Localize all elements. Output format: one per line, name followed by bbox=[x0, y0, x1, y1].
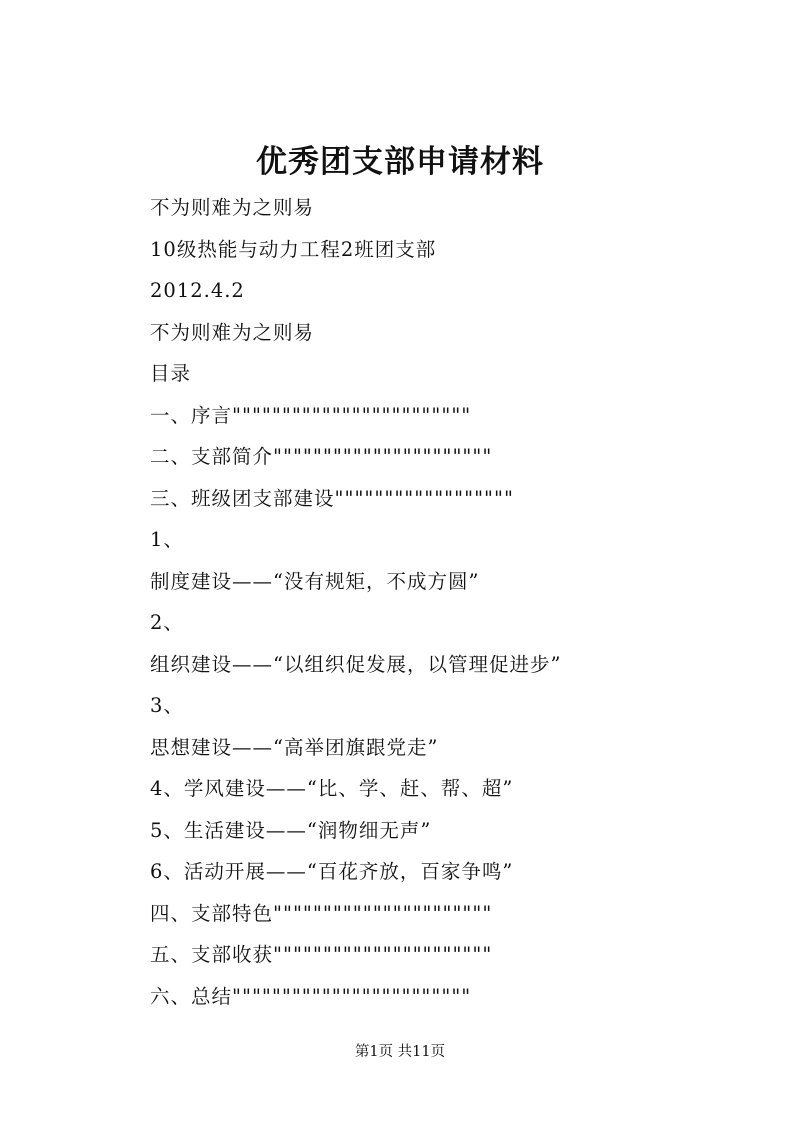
toc-item: 5、生活建设——“润物细无声” bbox=[150, 818, 432, 842]
toc-item: 制度建设——“没有规矩，不成方圆” bbox=[150, 569, 480, 593]
text-line: 不为则难为之则易 bbox=[150, 320, 315, 344]
toc-heading: 目录 bbox=[150, 362, 192, 385]
toc-item: 1、 bbox=[150, 528, 184, 551]
toc-item: 2、 bbox=[150, 611, 184, 634]
toc-item: 一、序言"""""""""""""""""""""""" bbox=[150, 403, 472, 427]
text-line: 10级热能与动力工程2班团支部 bbox=[150, 237, 437, 261]
toc-item: 3、 bbox=[150, 694, 184, 717]
document-body bbox=[150, 187, 770, 1017]
page-number-footer: 第1页 共11页 bbox=[354, 1044, 446, 1060]
toc-item: 四、支部特色"""""""""""""""""""""" bbox=[150, 901, 493, 925]
text-line: 不为则难为之则易 bbox=[150, 196, 315, 219]
toc-item: 组织建设——“以组织促发展，以管理促进步” bbox=[150, 652, 562, 676]
toc-item: 三、班级团支部建设"""""""""""""""""" bbox=[150, 486, 514, 510]
document-title: 优秀团支部申请材料 bbox=[256, 144, 544, 180]
toc-item: 二、支部简介"""""""""""""""""""""" bbox=[150, 445, 493, 468]
text-line: 2012.4.2 bbox=[150, 279, 245, 302]
toc-item: 六、总结"""""""""""""""""""""""" bbox=[150, 984, 472, 1008]
toc-item: 思想建设——“高举团旗跟党走” bbox=[150, 735, 439, 759]
toc-item: 五、支部收获"""""""""""""""""""""" bbox=[150, 943, 493, 966]
toc-item: 6、活动开展——“百花齐放，百家争鸣” bbox=[150, 860, 514, 883]
toc-item: 4、学风建设——“比、学、赶、帮、超” bbox=[150, 777, 514, 800]
